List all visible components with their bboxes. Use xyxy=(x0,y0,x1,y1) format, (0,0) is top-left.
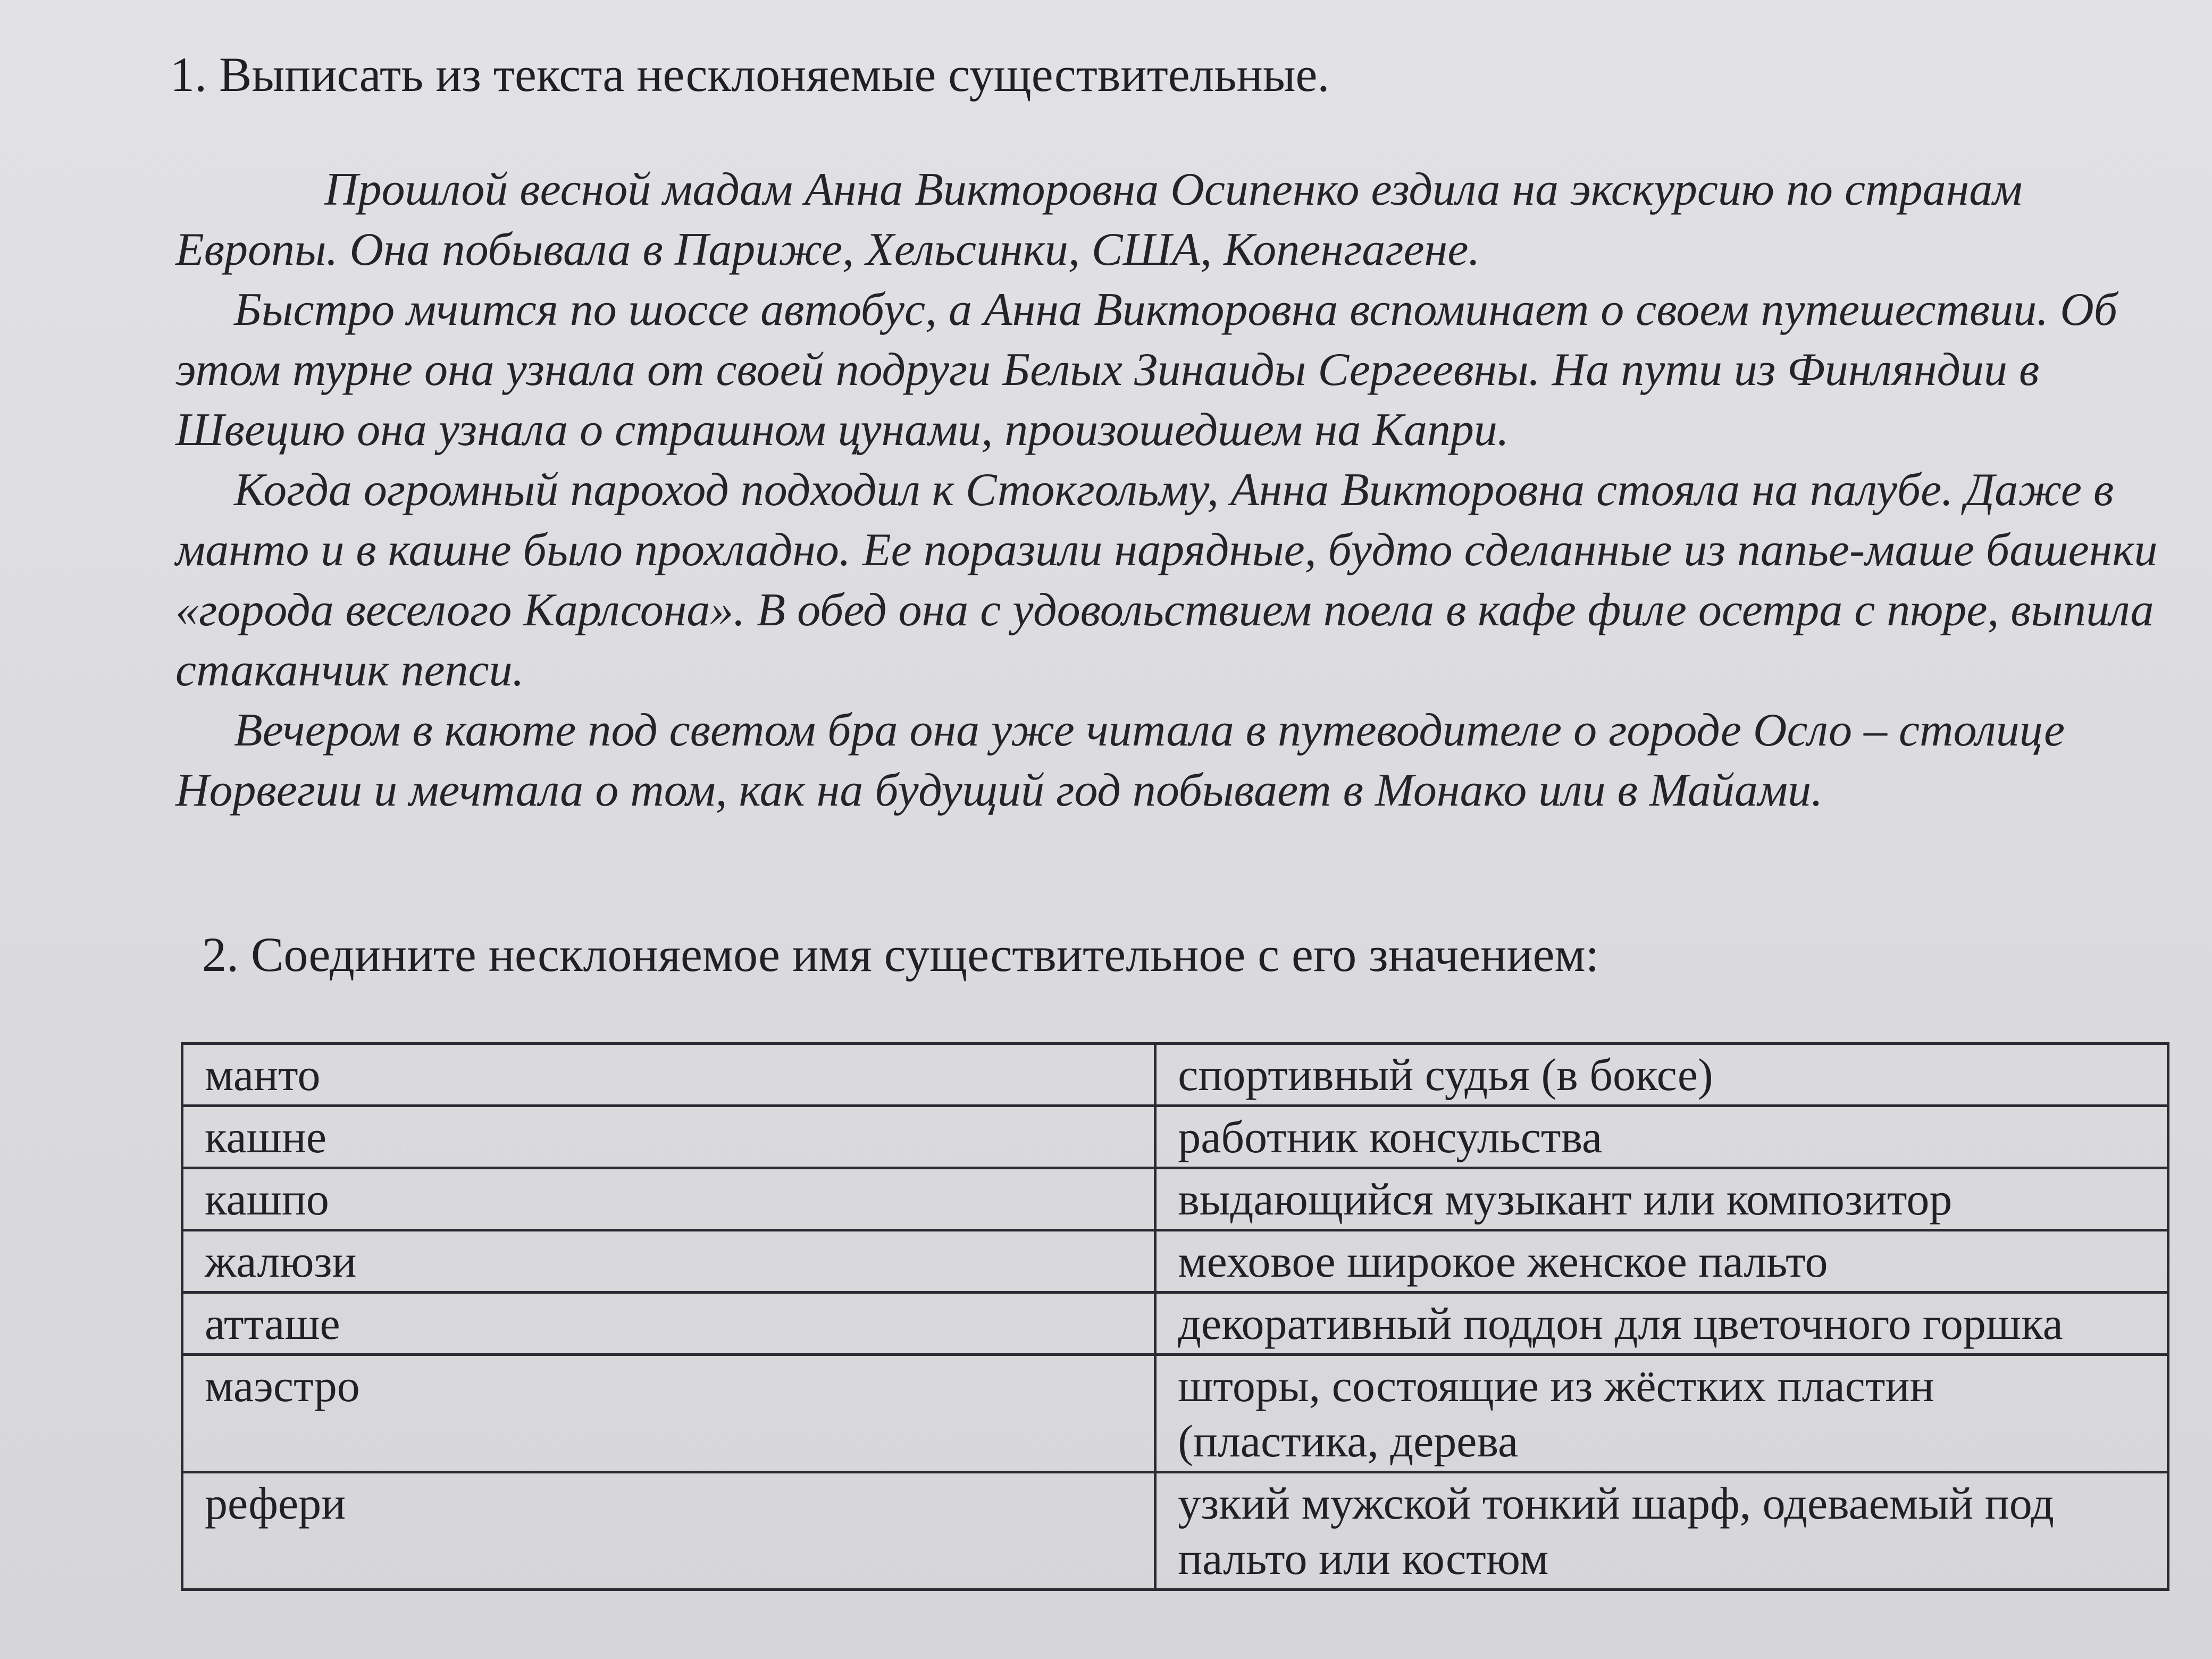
matching-table xyxy=(181,1042,2169,1591)
meaning-cell: выдающийся музыкант или композитор xyxy=(1155,1168,2168,1230)
word-cell: манто xyxy=(182,1044,1155,1106)
table-row xyxy=(182,1472,2168,1590)
word-cell: атташе xyxy=(182,1293,1155,1355)
meaning-cell: шторы, состоящие из жёстких пластин (пластика, дерева xyxy=(1155,1355,2168,1472)
table-row xyxy=(182,1044,2168,1106)
word-cell: кашпо xyxy=(182,1168,1155,1230)
table-row xyxy=(182,1168,2168,1230)
word-cell: маэстро xyxy=(182,1355,1155,1472)
meaning-cell: узкий мужской тонкий шарф, одеваемый под пальто или костюм xyxy=(1155,1472,2168,1590)
passage-paragraph-4: Вечером в каюте под светом бра она уже читала в путеводителе о городе Осло – столице Норвегии и мечтала о том, как на будущий год побывает в Монако или в Майами. xyxy=(175,705,2065,816)
table-row xyxy=(182,1106,2168,1168)
passage-paragraph-2: Быстро мчится по шоссе автобус, а Анна Викторовна вспоминает о своем путешествии. Об этом турне она узнала от своей подруги Белых Зинаиды Сергеевны. На пути из Финляндии в Швецию она узнала о страшном цунами, произошедшем на Капри. xyxy=(175,284,2117,456)
task-2-heading: 2. Соедините несклоняемое имя существительное с его значением: xyxy=(202,927,1599,982)
table-row xyxy=(182,1230,2168,1293)
meaning-cell: декоративный поддон для цветочного горшка xyxy=(1155,1293,2168,1355)
word-cell: рефери xyxy=(182,1472,1155,1590)
passage-paragraph-1: Прошлой весной мадам Анна Викторовна Осипенко ездила на экскурсию по странам Европы. Она побывала в Париже, Хельсинки, США, Копенгагене. xyxy=(175,164,2023,275)
table-row xyxy=(182,1355,2168,1472)
task-1-passage xyxy=(175,160,2185,820)
word-cell: кашне xyxy=(182,1106,1155,1168)
meaning-cell: работник консульства xyxy=(1155,1106,2168,1168)
passage-paragraph-3: Когда огромный пароход подходил к Стокгольму, Анна Викторовна стояла на палубе. Даже в манто и в кашне было прохладно. Ее поразили нарядные, будто сделанные из папье-маше башенки «города веселого Карлсона». В обед она с удовольствием поела в кафе филе осетра с пюре, выпила стаканчик пепси. xyxy=(175,464,2158,696)
meaning-cell: спортивный судья (в боксе) xyxy=(1155,1044,2168,1106)
word-cell: жалюзи xyxy=(182,1230,1155,1293)
task-1-heading: 1. Выписать из текста несклоняемые существительные. xyxy=(170,47,1330,102)
meaning-cell: меховое широкое женское пальто xyxy=(1155,1230,2168,1293)
table-row xyxy=(182,1293,2168,1355)
